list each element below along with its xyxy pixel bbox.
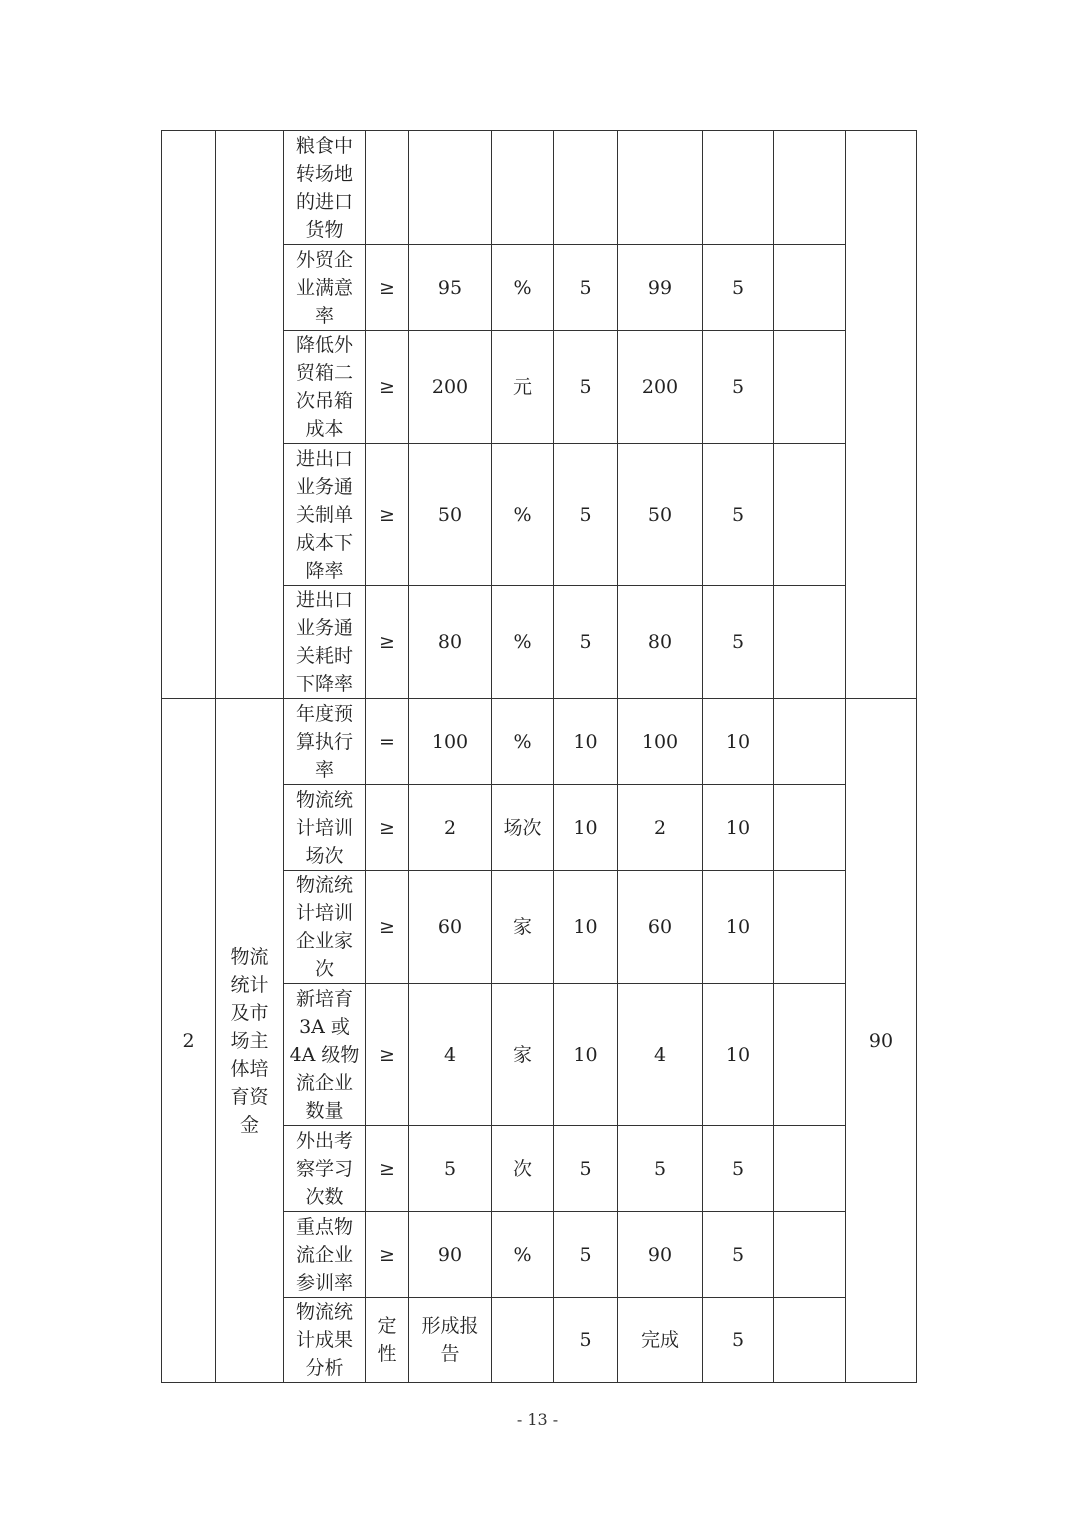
operator-cell: ≥ [366,1212,409,1298]
indicator-cell: 粮食中 转场地 的进口 货物 [284,131,366,245]
note-cell [774,871,846,984]
weight-cell: 5 [554,1212,618,1298]
note-cell [774,331,846,444]
note-cell [774,444,846,586]
unit-cell: 元 [492,331,554,444]
score-cell: 10 [703,699,774,785]
target-cell: 2 [409,785,492,871]
actual-cell: 50 [618,444,703,586]
unit-cell: 场次 [492,785,554,871]
weight-cell: 10 [554,871,618,984]
indicator-cell: 重点物 流企业 参训率 [284,1212,366,1298]
weight-cell: 5 [554,1126,618,1212]
weight-cell: 5 [554,444,618,586]
note-cell [774,586,846,699]
indicator-cell: 年度预 算执行 率 [284,699,366,785]
actual-cell: 100 [618,699,703,785]
actual-cell: 5 [618,1126,703,1212]
operator-cell [366,131,409,245]
operator-cell: ≥ [366,984,409,1126]
indicator-cell: 外出考 察学习 次数 [284,1126,366,1212]
operator-cell: ≥ [366,785,409,871]
unit-cell: % [492,699,554,785]
weight-cell: 10 [554,785,618,871]
note-cell [774,785,846,871]
actual-cell: 80 [618,586,703,699]
score-cell: 5 [703,245,774,331]
weight-cell: 5 [554,245,618,331]
unit-cell: % [492,245,554,331]
actual-cell [618,131,703,245]
total-score-cell: 90 [846,699,917,1383]
note-cell [774,984,846,1126]
indicator-cell: 物流统 计培训 企业家 次 [284,871,366,984]
weight-cell: 10 [554,699,618,785]
unit-cell: 家 [492,984,554,1126]
unit-cell: % [492,586,554,699]
score-cell: 10 [703,871,774,984]
score-cell: 5 [703,1298,774,1383]
actual-cell: 完成 [618,1298,703,1383]
target-cell [409,131,492,245]
page-number: - 13 - [516,1410,559,1429]
note-cell [774,1126,846,1212]
operator-cell: ≥ [366,871,409,984]
score-cell: 5 [703,1126,774,1212]
unit-cell [492,1298,554,1383]
unit-cell [492,131,554,245]
note-cell [774,1298,846,1383]
target-cell: 50 [409,444,492,586]
target-cell: 200 [409,331,492,444]
target-cell: 100 [409,699,492,785]
indicator-cell: 降低外 贸箱二 次吊箱 成本 [284,331,366,444]
indicator-cell: 物流统 计成果 分析 [284,1298,366,1383]
score-cell: 10 [703,984,774,1126]
score-cell: 5 [703,444,774,586]
seq-cell: 2 [162,699,216,1383]
actual-cell: 60 [618,871,703,984]
indicator-cell: 进出口 业务通 关耗时 下降率 [284,586,366,699]
target-cell: 60 [409,871,492,984]
weight-cell: 5 [554,586,618,699]
indicator-cell: 外贸企 业满意 率 [284,245,366,331]
seq-cell-continued [162,131,216,699]
target-cell: 95 [409,245,492,331]
operator-cell: ≥ [366,245,409,331]
weight-cell: 5 [554,331,618,444]
unit-cell: % [492,444,554,586]
operator-cell: = [366,699,409,785]
operator-cell: 定 性 [366,1298,409,1383]
project-name-cell-continued [216,131,284,699]
score-cell: 5 [703,586,774,699]
weight-cell [554,131,618,245]
target-cell: 5 [409,1126,492,1212]
unit-cell: 次 [492,1126,554,1212]
actual-cell: 90 [618,1212,703,1298]
performance-table [161,130,917,1383]
operator-cell: ≥ [366,444,409,586]
note-cell [774,131,846,245]
score-cell: 5 [703,1212,774,1298]
operator-cell: ≥ [366,586,409,699]
indicator-cell: 物流统 计培训 场次 [284,785,366,871]
target-cell: 80 [409,586,492,699]
weight-cell: 5 [554,1298,618,1383]
weight-cell: 10 [554,984,618,1126]
actual-cell: 2 [618,785,703,871]
project-name-cell: 物流 统计 及市 场主 体培 育资 金 [216,699,284,1383]
score-cell: 5 [703,331,774,444]
indicator-cell: 进出口 业务通 关制单 成本下 降率 [284,444,366,586]
actual-cell: 200 [618,331,703,444]
unit-cell: % [492,1212,554,1298]
actual-cell: 4 [618,984,703,1126]
note-cell [774,699,846,785]
operator-cell: ≥ [366,331,409,444]
score-cell [703,131,774,245]
operator-cell: ≥ [366,1126,409,1212]
score-cell: 10 [703,785,774,871]
note-cell [774,1212,846,1298]
target-cell: 90 [409,1212,492,1298]
unit-cell: 家 [492,871,554,984]
indicator-cell: 新培育 3A 或 4A 级物 流企业 数量 [284,984,366,1126]
table-row [162,131,917,245]
target-cell: 4 [409,984,492,1126]
actual-cell: 99 [618,245,703,331]
note-cell [774,245,846,331]
target-cell: 形成报 告 [409,1298,492,1383]
table-row [162,699,917,785]
total-cell-continued [846,131,917,699]
